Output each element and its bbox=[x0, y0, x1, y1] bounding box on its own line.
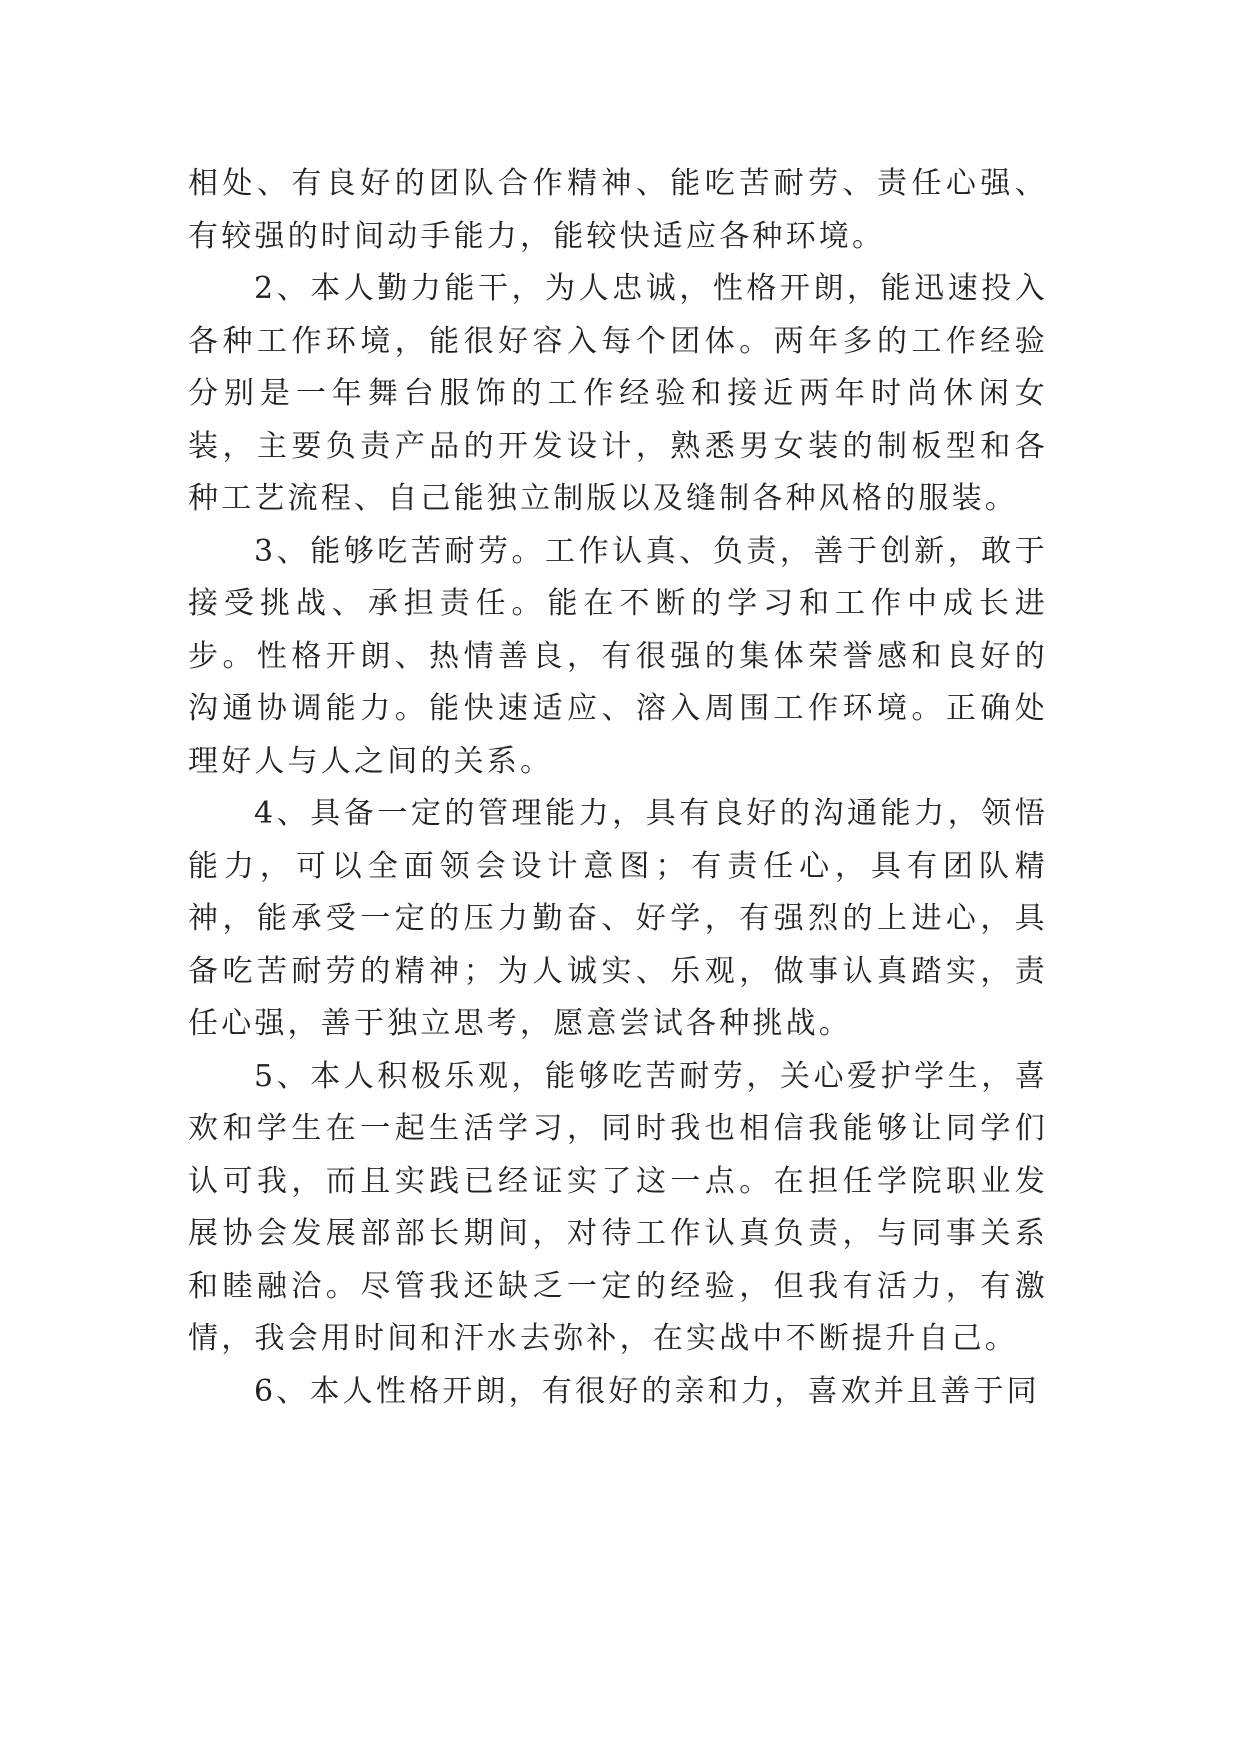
paragraph-item-3: 3、能够吃苦耐劳。工作认真、负责，善于创新，敢于接受挑战、承担责任。能在不断的学习和工作中成长进步。性格开朗、热情善良，有很强的集体荣誉感和良好的沟通协调能力。能快速适应、溶入周围工作环境。正确处理好人与人之间的关系。 bbox=[188, 533, 1048, 779]
paragraph-continuation: 相处、有良好的团队合作精神、能吃苦耐劳、责任心强、有较强的时间动手能力，能较快适应各种环境。 bbox=[188, 166, 1048, 254]
paragraph-item-6: 6、本人性格开朗，有很好的亲和力，喜欢并且善于同 bbox=[254, 1373, 1040, 1409]
document-body bbox=[188, 158, 1048, 1418]
paragraph-item-2: 2、本人勤力能干，为人忠诚，性格开朗，能迅速投入各种工作环境，能很好容入每个团体。两年多的工作经验分别是一年舞台服饰的工作经验和接近两年时尚休闲女装，主要负责产品的开发设计，熟悉男女装的制板型和各种工艺流程、自己能独立制版以及缝制各种风格的服装。 bbox=[188, 271, 1048, 516]
paragraph-item-4: 4、具备一定的管理能力，具有良好的沟通能力，领悟能力，可以全面领会设计意图；有责任心，具有团队精神，能承受一定的压力勤奋、好学，有强烈的上进心，具备吃苦耐劳的精神；为人诚实、乐观，做事认真踏实，责任心强，善于独立思考，愿意尝试各种挑战。 bbox=[188, 796, 1048, 1041]
paragraph-item-5: 5、本人积极乐观，能够吃苦耐劳，关心爱护学生，喜欢和学生在一起生活学习，同时我也相信我能够让同学们认可我，而且实践已经证实了这一点。在担任学院职业发展协会发展部部长期间，对待工作认真负责，与同事关系和睦融洽。尽管我还缺乏一定的经验，但我有活力，有激情，我会用时间和汗水去弥补，在实战中不断提升自己。 bbox=[188, 1058, 1048, 1356]
